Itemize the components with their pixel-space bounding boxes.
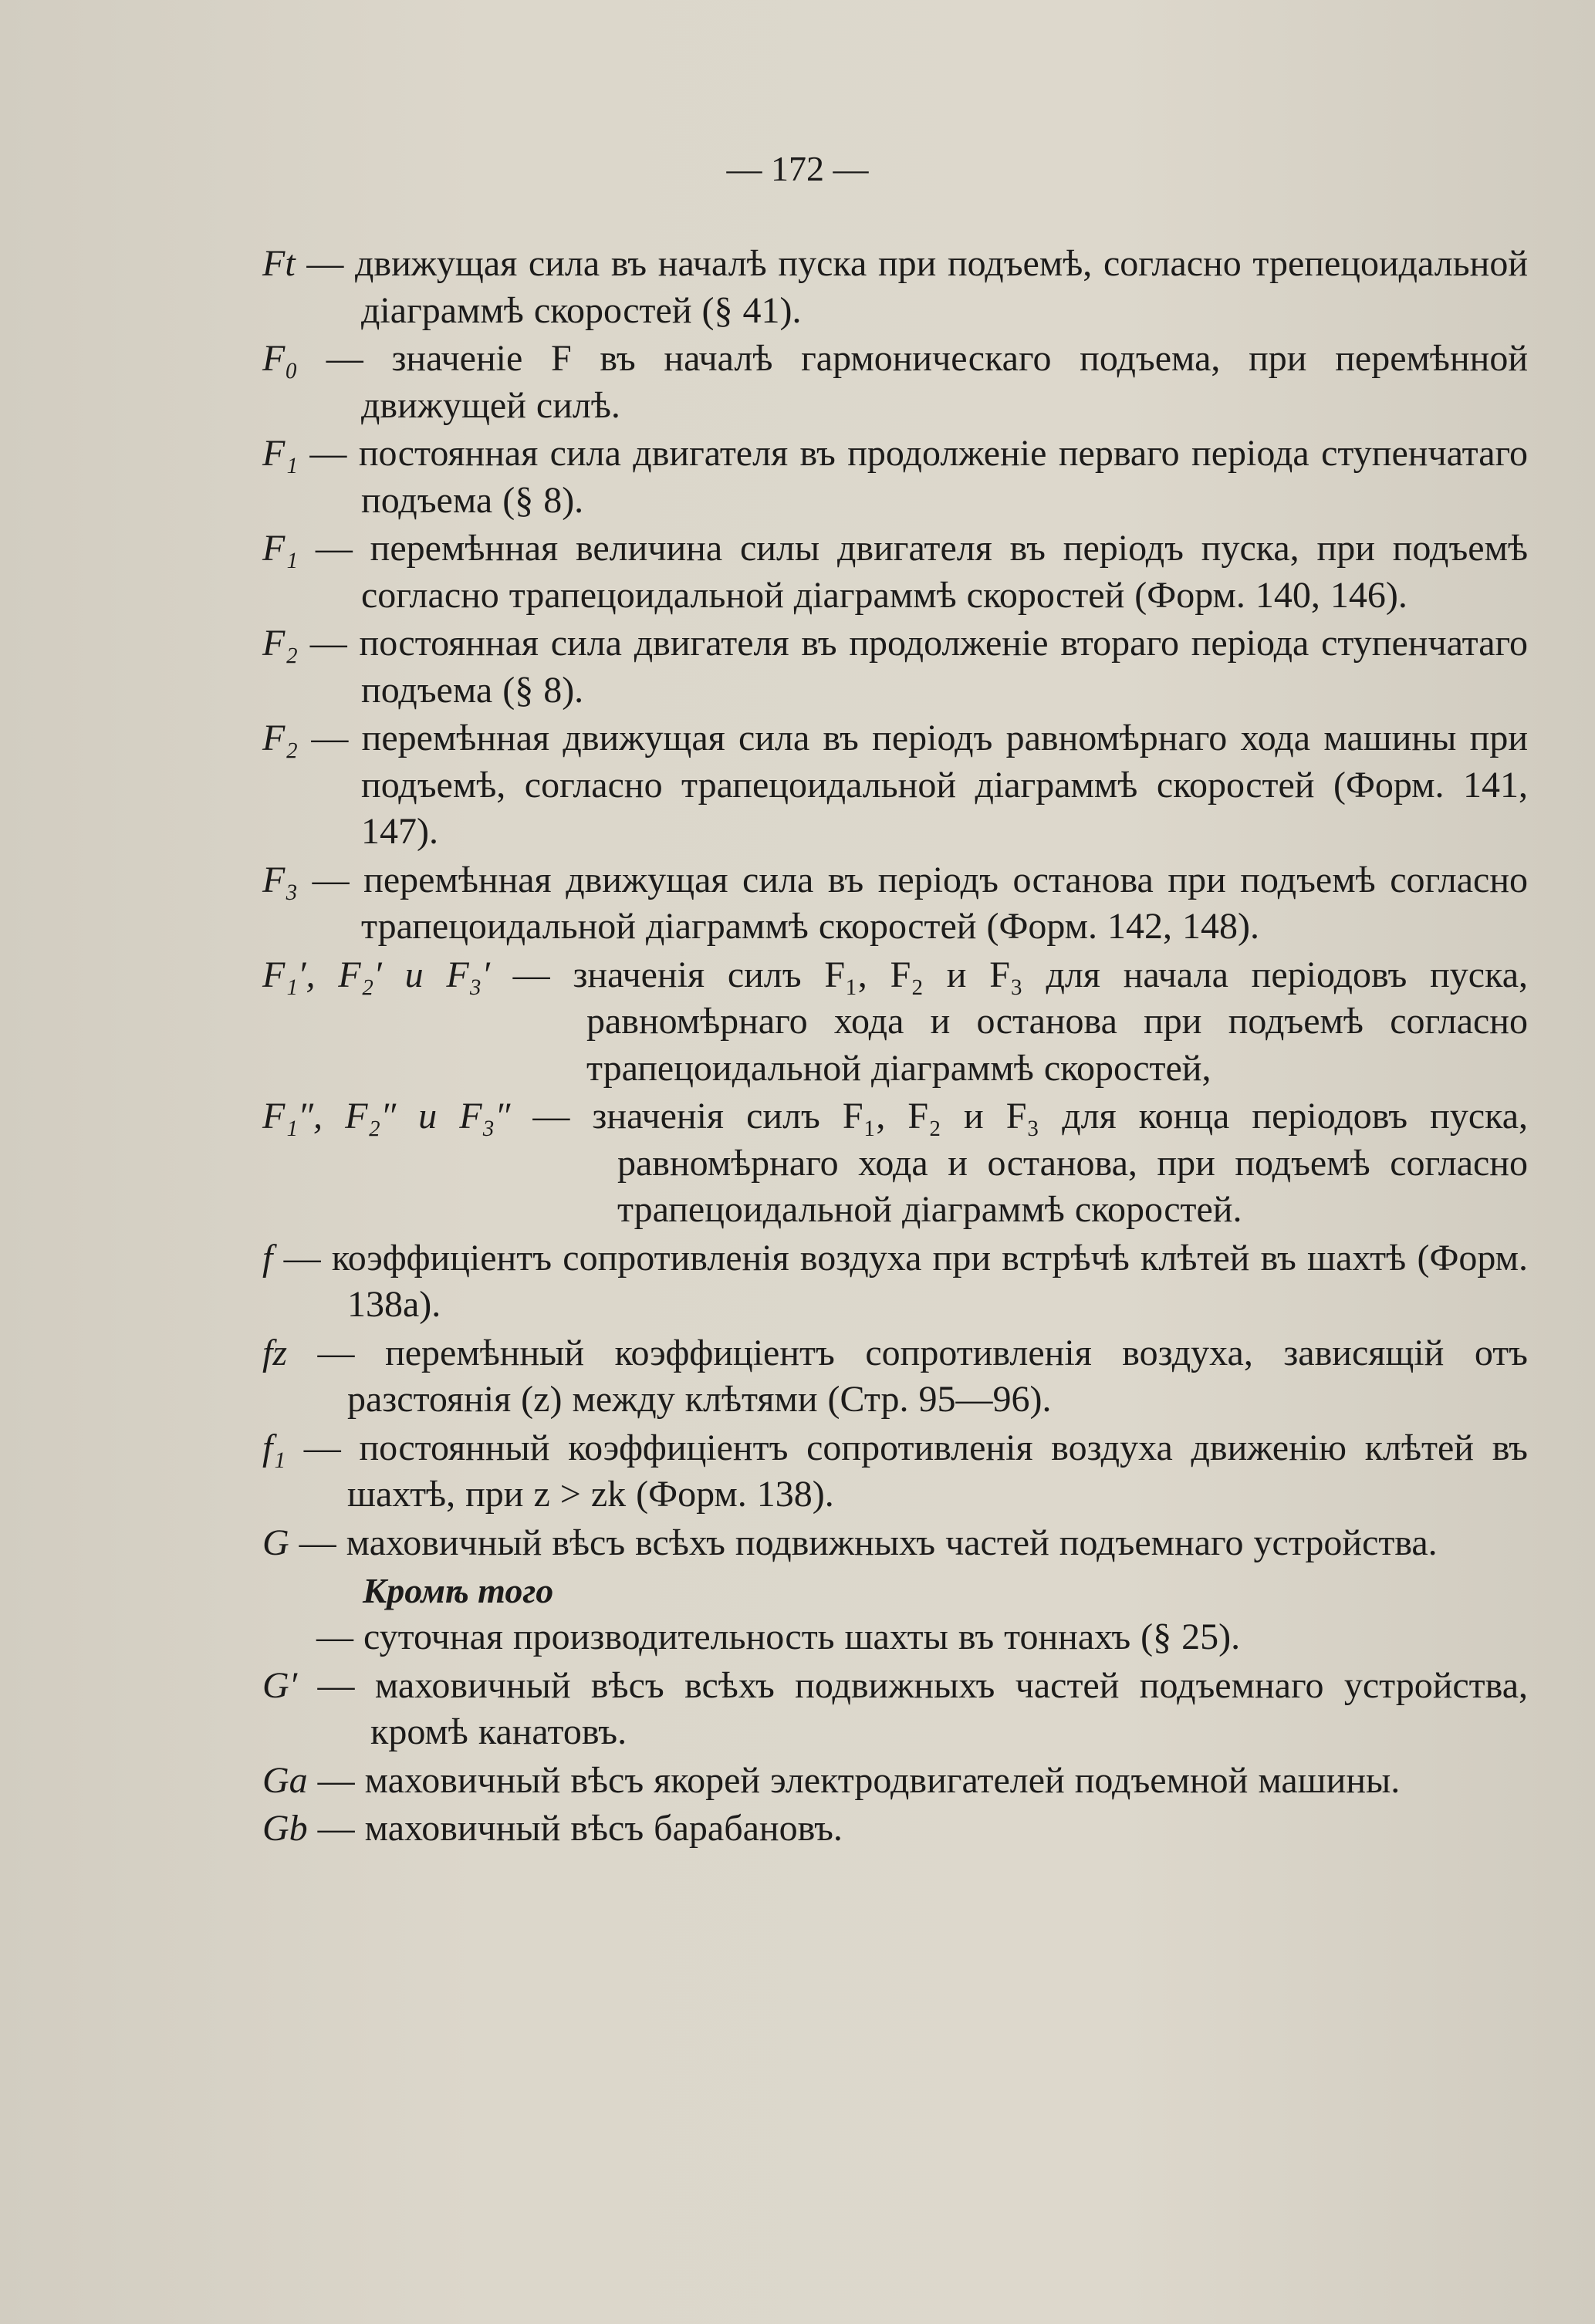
entry-text: перемѣнная движущая сила въ періодъ останова при подъемѣ согласно трапецоидальной діаграммѣ скоростей (Форм. 142, 148). (361, 859, 1528, 947)
entry-text: перемѣнная движущая сила въ періодъ равномѣрнаго хода машины при подъемѣ, согласно трапецоидальной діаграммѣ скоростей (Форм. 141, 147). (361, 718, 1529, 852)
entry-dash: — (289, 1522, 346, 1563)
entry-dash: — (272, 1237, 332, 1279)
entry-symbol: Ga (262, 1759, 308, 1801)
notation-entry (262, 1614, 1528, 1661)
entry-dash: — (298, 528, 370, 569)
entry-symbol: G′ (262, 1664, 298, 1706)
entry-symbol: Gb (262, 1808, 308, 1849)
notation-entry (262, 1093, 1528, 1234)
notation-entry (262, 857, 1528, 951)
notation-entry (262, 1330, 1528, 1424)
notation-entry (262, 620, 1528, 714)
entry-text: значеніе F въ началѣ гармоническаго подъема, при перемѣнной движущей силѣ. (361, 338, 1529, 426)
entry-text: постоянный коэффиціентъ сопротивленія воздуха движенію клѣтей въ шахтѣ, при z > zk (Форм. 138). (347, 1427, 1528, 1515)
entry-dash: — (298, 623, 360, 664)
notation-entry (262, 952, 1528, 1093)
entry-dash: — (298, 338, 392, 379)
notation-list (262, 241, 1528, 1854)
entry-dash: — (287, 1332, 386, 1373)
notation-entry (262, 336, 1528, 429)
notation-entry (262, 525, 1528, 619)
notation-entry (262, 431, 1528, 524)
entry-text: маховичный вѣсъ якорей электродвигателей подъемной машины. (364, 1759, 1401, 1801)
notation-entry (262, 1663, 1528, 1756)
entry-text: маховичный вѣсъ барабановъ. (364, 1808, 843, 1849)
notation-entry (262, 1425, 1528, 1518)
entry-symbol: Ft (262, 243, 296, 284)
entry-symbol: fz (262, 1332, 288, 1373)
entry-dash: — (297, 1664, 375, 1706)
entry-text: постоянная сила двигателя въ продолженіе перваго періода ступенчатаго подъема (§ 8). (358, 433, 1529, 521)
entry-dash: — (316, 1616, 363, 1657)
entry-symbol: F₁″, F₂″ и F₃″ (262, 1096, 511, 1137)
entry-text: маховичный вѣсъ всѣхъ подвижныхъ частей подъемнаго устройства, кромѣ канатовъ. (370, 1664, 1528, 1752)
entry-symbol: F₁′, F₂′ и F₃′ (262, 954, 490, 995)
page-number: — 172 — (726, 149, 869, 188)
entry-dash: — (307, 1808, 365, 1849)
entry-text: постоянная сила двигателя въ продолженіе втораго періода ступенчатаго подъема (§ 8). (359, 623, 1529, 711)
entry-text: движущая сила въ началѣ пуска при подъемѣ, согласно трепецоидальной діаграммѣ скоростей (§ 41). (354, 243, 1529, 331)
entry-symbol: f₁ (262, 1427, 286, 1468)
section-note: Кромѣ того (363, 1571, 554, 1610)
entry-symbol: f (262, 1237, 273, 1279)
notation-entry (262, 1805, 1528, 1853)
entry-symbol: G (262, 1522, 289, 1563)
entry-text: маховичный вѣсъ всѣхъ подвижныхъ частей подъемнаго устройства. (346, 1522, 1438, 1563)
entry-dash: — (295, 243, 355, 284)
entry-dash: — (489, 954, 573, 995)
entry-symbol: F₂ (262, 718, 299, 758)
entry-text: коэффиціентъ сопротивленія воздуха при встрѣчѣ клѣтей въ шахтѣ (Форм. 138а). (331, 1237, 1529, 1325)
entry-text: значенія силъ F₁, F₂ и F₃ для конца періодовъ пуска, равномѣрнаго хода и останова, при подъемѣ согласно трапецоидальной діаграммѣ скоростей. (592, 1096, 1529, 1230)
entry-text: перемѣнная величина силы двигателя въ періодъ пуска, при подъемѣ согласно трапецоидальной діаграммѣ скоростей (Форм. 140, 146). (361, 528, 1528, 616)
entry-text: значенія силъ F₁, F₂ и F₃ для начала періодовъ пуска, равномѣрнаго хода и останова при подъемѣ согласно трапецоидальной діаграммѣ скоростей, (573, 954, 1529, 1089)
entry-text: перемѣнный коэффиціентъ сопротивленія воздуха, зависящій отъ разстоянія (z) между клѣтями (Стр. 95—96). (347, 1332, 1529, 1420)
notation-entry (262, 715, 1528, 856)
entry-symbol: F₂ (262, 623, 299, 664)
entry-symbol: F₀ (262, 338, 299, 379)
entry-dash: — (307, 1759, 365, 1801)
entry-dash: — (298, 859, 364, 900)
entry-dash: — (286, 1427, 360, 1468)
entry-dash: — (298, 718, 362, 758)
notation-entry (262, 1235, 1528, 1329)
notation-entry (262, 1520, 1528, 1567)
entry-symbol: F₁ (262, 433, 299, 474)
entry-symbol: F₃ (262, 859, 299, 900)
entry-text: суточная производительность шахты въ тоннахъ (§ 25). (363, 1616, 1241, 1657)
notation-entry (262, 241, 1528, 334)
entry-dash: — (298, 433, 359, 474)
entry-dash: — (510, 1096, 593, 1137)
entry-symbol: F₁ (262, 528, 299, 569)
notation-entry (262, 1758, 1528, 1805)
